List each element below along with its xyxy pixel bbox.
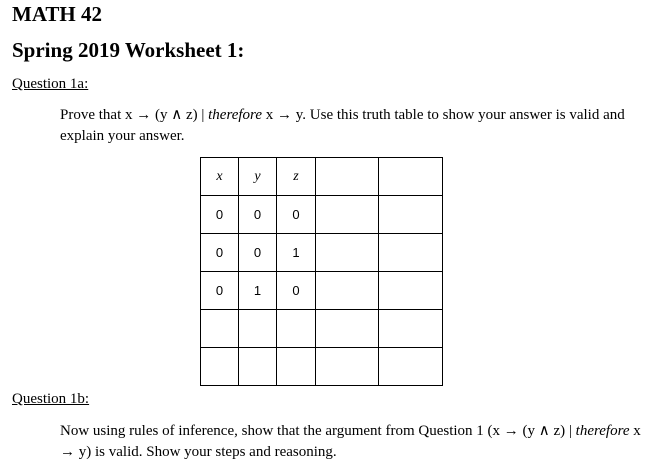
question-1b-text bbox=[60, 421, 650, 463]
truth-table-cell bbox=[379, 310, 443, 348]
truth-table-cell bbox=[316, 310, 379, 348]
truth-table-cell: 0 bbox=[277, 272, 316, 310]
truth-table-row bbox=[201, 272, 443, 310]
truth-table-header-row bbox=[201, 158, 443, 196]
truth-table-header-cell bbox=[379, 158, 443, 196]
truth-table-row bbox=[201, 310, 443, 348]
question-1b-text-part1: Now using rules of inference, show that the argument from Question 1 (x → (y ∧ z) | bbox=[60, 423, 576, 439]
course-title: MATH 42 bbox=[12, 2, 103, 26]
truth-table-cell bbox=[379, 348, 443, 386]
truth-table-cell: 0 bbox=[277, 196, 316, 234]
truth-table-cell bbox=[316, 272, 379, 310]
truth-table-cell bbox=[316, 348, 379, 386]
truth-table bbox=[200, 157, 443, 386]
truth-table-header-cell: x bbox=[201, 158, 239, 196]
question-1b-text-italic: therefore bbox=[575, 423, 630, 439]
question-1a-text bbox=[60, 105, 650, 147]
worksheet-title: Spring 2019 Worksheet 1: bbox=[12, 38, 245, 62]
truth-table-cell bbox=[379, 234, 443, 272]
truth-table-cell bbox=[201, 348, 239, 386]
truth-table-row bbox=[201, 196, 443, 234]
truth-table-cell bbox=[379, 196, 443, 234]
truth-table-row bbox=[201, 348, 443, 386]
truth-table-header-cell bbox=[316, 158, 379, 196]
truth-table-cell: 0 bbox=[201, 272, 239, 310]
truth-table-cell bbox=[316, 234, 379, 272]
truth-table-cell bbox=[316, 196, 379, 234]
question-1a-text-part1: Prove that x → (y ∧ z) | bbox=[60, 107, 209, 123]
truth-table-cell bbox=[239, 310, 277, 348]
truth-table-cell: 1 bbox=[277, 234, 316, 272]
question-1a-text-italic: therefore bbox=[208, 107, 262, 123]
truth-table-cell bbox=[277, 310, 316, 348]
truth-table-cell bbox=[239, 348, 277, 386]
truth-table-cell bbox=[277, 348, 316, 386]
truth-table-cell: 1 bbox=[239, 272, 277, 310]
truth-table-header-cell: y bbox=[239, 158, 277, 196]
truth-table-row bbox=[201, 234, 443, 272]
question-1a-heading: Question 1a: bbox=[12, 76, 89, 92]
truth-table-header-cell: z bbox=[277, 158, 316, 196]
truth-table-cell bbox=[201, 310, 239, 348]
truth-table-cell: 0 bbox=[239, 234, 277, 272]
question-1b-text-part2: x → y) is valid. Show your steps and reasoning. bbox=[60, 423, 641, 460]
truth-table-cell: 0 bbox=[201, 196, 239, 234]
question-1b-heading: Question 1b: bbox=[12, 391, 90, 407]
truth-table-cell: 0 bbox=[201, 234, 239, 272]
question-1a-text-part2: x → y. Use this truth table to show your answer is valid and explain your answer. bbox=[60, 107, 625, 144]
truth-table-cell: 0 bbox=[239, 196, 277, 234]
truth-table-cell bbox=[379, 272, 443, 310]
